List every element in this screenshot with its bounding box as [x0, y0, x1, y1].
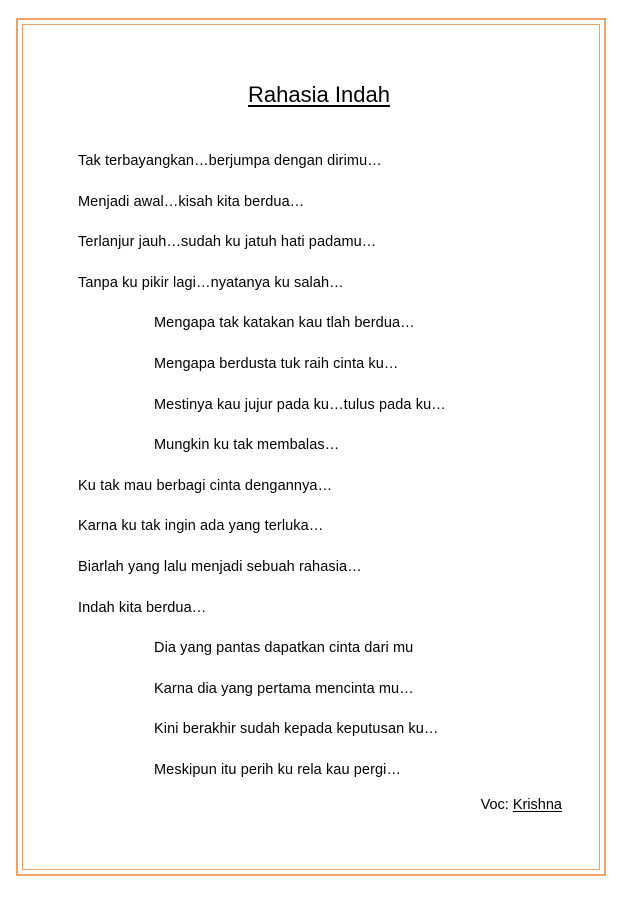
lyric-line: Meskipun itu perih ku rela kau pergi… [154, 761, 402, 778]
lyric-line: Indah kita berdua… [78, 599, 207, 616]
lyric-line: Mungkin ku tak membalas… [154, 437, 340, 454]
lyric-line: Mengapa berdusta tuk raih cinta ku… [154, 355, 399, 372]
lyric-line: Mestinya kau jujur pada ku…tulus pada ku… [154, 396, 446, 413]
lyric-line: Tak terbayangkan…berjumpa dengan dirimu… [78, 153, 382, 169]
lyric-line: Karna ku tak ingin ada yang terluka… [78, 518, 324, 535]
lyric-line: Mengapa tak katakan kau tlah berdua… [154, 315, 415, 332]
song-title: Rahasia Indah [248, 82, 390, 107]
lyrics-list [78, 150, 446, 800]
lyric-line: Menjadi awal…kisah kita berdua… [78, 193, 305, 210]
lyric-line: Tanpa ku pikir lagi…nyatanya ku salah… [78, 274, 344, 291]
lyric-line: Ku tak mau berbagi cinta dengannya… [78, 477, 333, 494]
lyric-line: Dia yang pantas dapatkan cinta dari mu [154, 640, 414, 657]
vocalist-credit [481, 794, 562, 816]
lyric-line: Biarlah yang lalu menjadi sebuah rahasia… [78, 558, 362, 575]
lyric-line: Kini berakhir sudah kepada keputusan ku… [154, 721, 439, 738]
lyric-line: Karna dia yang pertama mencinta mu… [154, 680, 414, 697]
vocalist-name: Krishna [512, 797, 562, 813]
lyric-line: Terlanjur jauh…sudah ku jatuh hati padamu… [78, 234, 377, 251]
credit-label: Voc: [480, 797, 509, 813]
